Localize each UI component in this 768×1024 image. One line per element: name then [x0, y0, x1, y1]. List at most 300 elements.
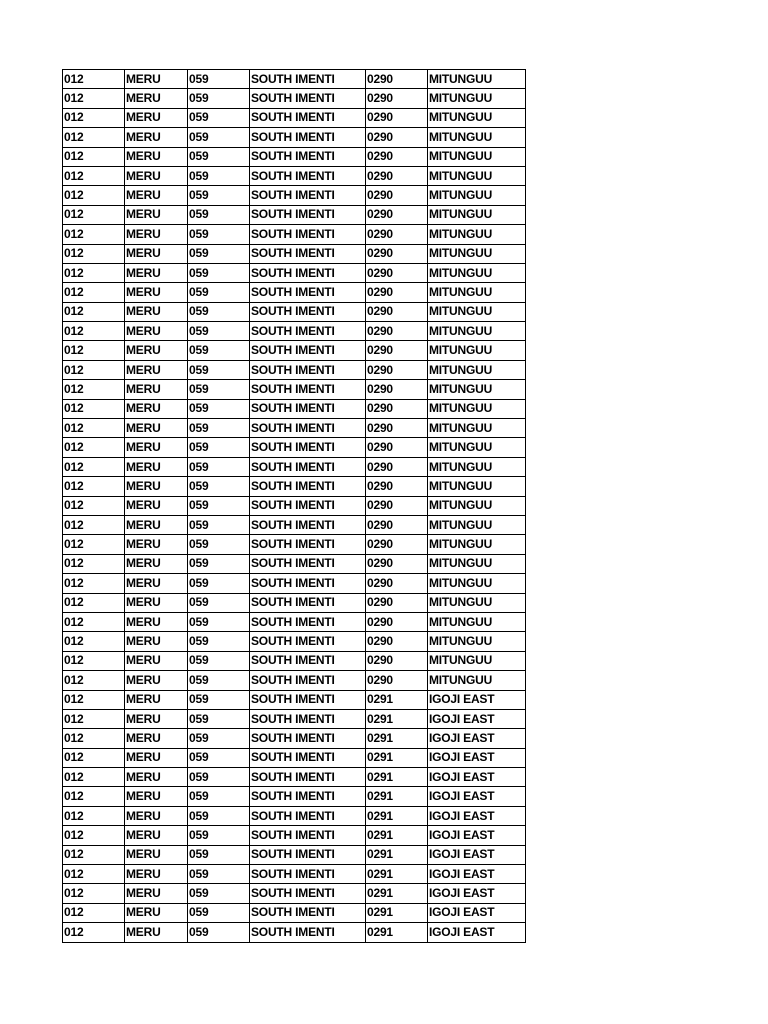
ward-code-cell: 0291 [366, 690, 428, 709]
constituency-name-cell: SOUTH IMENTI [250, 283, 366, 302]
ward-name-cell: MITUNGUU [428, 360, 526, 379]
county-code-cell: 012 [63, 612, 125, 631]
ward-name-cell: MITUNGUU [428, 515, 526, 534]
ward-name-cell: MITUNGUU [428, 128, 526, 147]
constituency-name-cell: SOUTH IMENTI [250, 477, 366, 496]
constituency-code-cell: 059 [188, 671, 250, 690]
county-name-cell: MERU [125, 612, 188, 631]
county-name-cell: MERU [125, 865, 188, 884]
county-code-cell: 012 [63, 690, 125, 709]
county-name-cell: MERU [125, 574, 188, 593]
constituency-name-cell: SOUTH IMENTI [250, 89, 366, 108]
county-name-cell: MERU [125, 244, 188, 263]
county-name-cell: MERU [125, 380, 188, 399]
data-table [62, 69, 526, 943]
table-row [63, 826, 526, 845]
ward-name-cell: MITUNGUU [428, 108, 526, 127]
county-name-cell: MERU [125, 632, 188, 651]
county-name-cell: MERU [125, 787, 188, 806]
table-row [63, 574, 526, 593]
ward-code-cell: 0290 [366, 496, 428, 515]
ward-name-cell: IGOJI EAST [428, 729, 526, 748]
ward-code-cell: 0290 [366, 166, 428, 185]
table-row [63, 283, 526, 302]
table-row [63, 593, 526, 612]
constituency-code-cell: 059 [188, 535, 250, 554]
constituency-name-cell: SOUTH IMENTI [250, 554, 366, 573]
constituency-code-cell: 059 [188, 612, 250, 631]
table-row [63, 806, 526, 825]
constituency-code-cell: 059 [188, 89, 250, 108]
ward-name-cell: IGOJI EAST [428, 806, 526, 825]
ward-name-cell: MITUNGUU [428, 147, 526, 166]
table-row [63, 341, 526, 360]
table-row [63, 360, 526, 379]
county-code-cell: 012 [63, 574, 125, 593]
constituency-name-cell: SOUTH IMENTI [250, 845, 366, 864]
ward-code-cell: 0291 [366, 768, 428, 787]
constituency-name-cell: SOUTH IMENTI [250, 244, 366, 263]
constituency-code-cell: 059 [188, 826, 250, 845]
constituency-name-cell: SOUTH IMENTI [250, 186, 366, 205]
ward-name-cell: MITUNGUU [428, 283, 526, 302]
ward-code-cell: 0291 [366, 884, 428, 903]
ward-name-cell: MITUNGUU [428, 380, 526, 399]
table-row [63, 671, 526, 690]
ward-code-cell: 0290 [366, 399, 428, 418]
constituency-code-cell: 059 [188, 322, 250, 341]
ward-name-cell: MITUNGUU [428, 399, 526, 418]
constituency-code-cell: 059 [188, 709, 250, 728]
county-code-cell: 012 [63, 651, 125, 670]
constituency-name-cell: SOUTH IMENTI [250, 632, 366, 651]
county-code-cell: 012 [63, 360, 125, 379]
ward-name-cell: MITUNGUU [428, 651, 526, 670]
county-name-cell: MERU [125, 593, 188, 612]
county-name-cell: MERU [125, 360, 188, 379]
county-name-cell: MERU [125, 128, 188, 147]
table-row [63, 923, 526, 942]
ward-name-cell: IGOJI EAST [428, 865, 526, 884]
county-code-cell: 012 [63, 477, 125, 496]
county-name-cell: MERU [125, 70, 188, 89]
constituency-name-cell: SOUTH IMENTI [250, 865, 366, 884]
constituency-name-cell: SOUTH IMENTI [250, 360, 366, 379]
constituency-name-cell: SOUTH IMENTI [250, 535, 366, 554]
table-row [63, 477, 526, 496]
table-row [63, 554, 526, 573]
county-name-cell: MERU [125, 535, 188, 554]
county-code-cell: 012 [63, 205, 125, 224]
county-name-cell: MERU [125, 205, 188, 224]
ward-name-cell: MITUNGUU [428, 419, 526, 438]
table-row [63, 709, 526, 728]
ward-code-cell: 0290 [366, 477, 428, 496]
ward-name-cell: MITUNGUU [428, 263, 526, 282]
county-code-cell: 012 [63, 535, 125, 554]
county-code-cell: 012 [63, 244, 125, 263]
constituency-code-cell: 059 [188, 186, 250, 205]
constituency-code-cell: 059 [188, 651, 250, 670]
ward-code-cell: 0291 [366, 787, 428, 806]
ward-code-cell: 0290 [366, 438, 428, 457]
table-row [63, 845, 526, 864]
constituency-name-cell: SOUTH IMENTI [250, 419, 366, 438]
table-row [63, 166, 526, 185]
ward-code-cell: 0291 [366, 709, 428, 728]
ward-name-cell: MITUNGUU [428, 632, 526, 651]
table-row [63, 70, 526, 89]
county-name-cell: MERU [125, 903, 188, 922]
constituency-code-cell: 059 [188, 923, 250, 942]
ward-name-cell: MITUNGUU [428, 477, 526, 496]
county-name-cell: MERU [125, 341, 188, 360]
constituency-name-cell: SOUTH IMENTI [250, 341, 366, 360]
county-name-cell: MERU [125, 438, 188, 457]
constituency-code-cell: 059 [188, 360, 250, 379]
ward-code-cell: 0290 [366, 147, 428, 166]
ward-code-cell: 0290 [366, 186, 428, 205]
county-name-cell: MERU [125, 147, 188, 166]
spreadsheet-page [62, 69, 526, 943]
constituency-name-cell: SOUTH IMENTI [250, 457, 366, 476]
table-row [63, 651, 526, 670]
constituency-name-cell: SOUTH IMENTI [250, 903, 366, 922]
county-code-cell: 012 [63, 438, 125, 457]
county-name-cell: MERU [125, 457, 188, 476]
ward-name-cell: IGOJI EAST [428, 787, 526, 806]
constituency-code-cell: 059 [188, 399, 250, 418]
constituency-name-cell: SOUTH IMENTI [250, 263, 366, 282]
table-row [63, 263, 526, 282]
constituency-code-cell: 059 [188, 806, 250, 825]
constituency-code-cell: 059 [188, 554, 250, 573]
constituency-code-cell: 059 [188, 457, 250, 476]
constituency-code-cell: 059 [188, 419, 250, 438]
ward-code-cell: 0290 [366, 651, 428, 670]
county-code-cell: 012 [63, 806, 125, 825]
ward-name-cell: MITUNGUU [428, 593, 526, 612]
county-name-cell: MERU [125, 419, 188, 438]
table-row [63, 128, 526, 147]
ward-code-cell: 0290 [366, 263, 428, 282]
table-row [63, 147, 526, 166]
county-name-cell: MERU [125, 108, 188, 127]
ward-code-cell: 0290 [366, 302, 428, 321]
table-row [63, 302, 526, 321]
county-code-cell: 012 [63, 923, 125, 942]
county-code-cell: 012 [63, 341, 125, 360]
ward-code-cell: 0290 [366, 535, 428, 554]
table-row [63, 419, 526, 438]
ward-name-cell: MITUNGUU [428, 89, 526, 108]
constituency-name-cell: SOUTH IMENTI [250, 709, 366, 728]
ward-code-cell: 0291 [366, 845, 428, 864]
county-code-cell: 012 [63, 302, 125, 321]
table-row [63, 884, 526, 903]
table-row [63, 89, 526, 108]
ward-name-cell: MITUNGUU [428, 457, 526, 476]
ward-name-cell: IGOJI EAST [428, 923, 526, 942]
ward-code-cell: 0290 [366, 457, 428, 476]
county-code-cell: 012 [63, 826, 125, 845]
county-name-cell: MERU [125, 748, 188, 767]
county-code-cell: 012 [63, 593, 125, 612]
constituency-code-cell: 059 [188, 225, 250, 244]
county-code-cell: 012 [63, 903, 125, 922]
constituency-code-cell: 059 [188, 632, 250, 651]
ward-code-cell: 0290 [366, 574, 428, 593]
county-name-cell: MERU [125, 845, 188, 864]
ward-name-cell: IGOJI EAST [428, 903, 526, 922]
ward-name-cell: MITUNGUU [428, 302, 526, 321]
constituency-code-cell: 059 [188, 865, 250, 884]
table-row [63, 496, 526, 515]
constituency-code-cell: 059 [188, 477, 250, 496]
ward-code-cell: 0291 [366, 903, 428, 922]
ward-code-cell: 0290 [366, 128, 428, 147]
constituency-code-cell: 059 [188, 787, 250, 806]
ward-code-cell: 0291 [366, 729, 428, 748]
county-name-cell: MERU [125, 923, 188, 942]
county-code-cell: 012 [63, 147, 125, 166]
ward-name-cell: MITUNGUU [428, 225, 526, 244]
constituency-name-cell: SOUTH IMENTI [250, 322, 366, 341]
ward-code-cell: 0290 [366, 341, 428, 360]
county-name-cell: MERU [125, 671, 188, 690]
ward-code-cell: 0290 [366, 89, 428, 108]
constituency-code-cell: 059 [188, 263, 250, 282]
county-name-cell: MERU [125, 263, 188, 282]
table-row [63, 690, 526, 709]
ward-name-cell: IGOJI EAST [428, 709, 526, 728]
ward-code-cell: 0290 [366, 225, 428, 244]
ward-name-cell: MITUNGUU [428, 205, 526, 224]
ward-name-cell: MITUNGUU [428, 671, 526, 690]
county-name-cell: MERU [125, 826, 188, 845]
constituency-code-cell: 059 [188, 283, 250, 302]
county-name-cell: MERU [125, 884, 188, 903]
constituency-code-cell: 059 [188, 70, 250, 89]
ward-code-cell: 0290 [366, 554, 428, 573]
county-code-cell: 012 [63, 399, 125, 418]
ward-name-cell: IGOJI EAST [428, 845, 526, 864]
county-code-cell: 012 [63, 89, 125, 108]
county-code-cell: 012 [63, 671, 125, 690]
constituency-code-cell: 059 [188, 128, 250, 147]
ward-code-cell: 0290 [366, 671, 428, 690]
county-code-cell: 012 [63, 515, 125, 534]
county-code-cell: 012 [63, 108, 125, 127]
table-row [63, 322, 526, 341]
ward-name-cell: MITUNGUU [428, 554, 526, 573]
county-code-cell: 012 [63, 380, 125, 399]
constituency-name-cell: SOUTH IMENTI [250, 671, 366, 690]
ward-code-cell: 0290 [366, 108, 428, 127]
county-code-cell: 012 [63, 865, 125, 884]
constituency-name-cell: SOUTH IMENTI [250, 787, 366, 806]
ward-name-cell: IGOJI EAST [428, 748, 526, 767]
constituency-code-cell: 059 [188, 593, 250, 612]
ward-code-cell: 0290 [366, 283, 428, 302]
county-code-cell: 012 [63, 322, 125, 341]
table-row [63, 380, 526, 399]
ward-name-cell: MITUNGUU [428, 496, 526, 515]
ward-code-cell: 0290 [366, 322, 428, 341]
constituency-name-cell: SOUTH IMENTI [250, 884, 366, 903]
constituency-code-cell: 059 [188, 515, 250, 534]
table-row [63, 632, 526, 651]
county-code-cell: 012 [63, 128, 125, 147]
constituency-name-cell: SOUTH IMENTI [250, 166, 366, 185]
ward-code-cell: 0290 [366, 205, 428, 224]
constituency-name-cell: SOUTH IMENTI [250, 826, 366, 845]
county-code-cell: 012 [63, 632, 125, 651]
county-code-cell: 012 [63, 787, 125, 806]
table-row [63, 108, 526, 127]
constituency-code-cell: 059 [188, 380, 250, 399]
ward-name-cell: MITUNGUU [428, 322, 526, 341]
table-body [63, 70, 526, 943]
constituency-name-cell: SOUTH IMENTI [250, 399, 366, 418]
ward-code-cell: 0291 [366, 923, 428, 942]
county-name-cell: MERU [125, 477, 188, 496]
constituency-name-cell: SOUTH IMENTI [250, 225, 366, 244]
ward-code-cell: 0290 [366, 419, 428, 438]
ward-code-cell: 0291 [366, 748, 428, 767]
county-code-cell: 012 [63, 457, 125, 476]
table-row [63, 535, 526, 554]
county-name-cell: MERU [125, 302, 188, 321]
constituency-name-cell: SOUTH IMENTI [250, 729, 366, 748]
constituency-name-cell: SOUTH IMENTI [250, 593, 366, 612]
table-row [63, 225, 526, 244]
table-row [63, 205, 526, 224]
constituency-code-cell: 059 [188, 341, 250, 360]
county-name-cell: MERU [125, 399, 188, 418]
county-code-cell: 012 [63, 166, 125, 185]
constituency-code-cell: 059 [188, 147, 250, 166]
ward-code-cell: 0291 [366, 826, 428, 845]
ward-name-cell: MITUNGUU [428, 70, 526, 89]
constituency-name-cell: SOUTH IMENTI [250, 205, 366, 224]
constituency-code-cell: 059 [188, 884, 250, 903]
county-code-cell: 012 [63, 263, 125, 282]
county-code-cell: 012 [63, 748, 125, 767]
county-name-cell: MERU [125, 709, 188, 728]
county-code-cell: 012 [63, 845, 125, 864]
county-name-cell: MERU [125, 225, 188, 244]
constituency-name-cell: SOUTH IMENTI [250, 806, 366, 825]
constituency-name-cell: SOUTH IMENTI [250, 923, 366, 942]
ward-code-cell: 0291 [366, 806, 428, 825]
ward-code-cell: 0290 [366, 515, 428, 534]
constituency-code-cell: 059 [188, 302, 250, 321]
county-code-cell: 012 [63, 283, 125, 302]
table-row [63, 768, 526, 787]
county-code-cell: 012 [63, 884, 125, 903]
constituency-code-cell: 059 [188, 574, 250, 593]
constituency-name-cell: SOUTH IMENTI [250, 515, 366, 534]
constituency-name-cell: SOUTH IMENTI [250, 147, 366, 166]
constituency-name-cell: SOUTH IMENTI [250, 302, 366, 321]
constituency-code-cell: 059 [188, 166, 250, 185]
table-row [63, 399, 526, 418]
ward-name-cell: MITUNGUU [428, 574, 526, 593]
county-code-cell: 012 [63, 709, 125, 728]
ward-name-cell: IGOJI EAST [428, 768, 526, 787]
county-name-cell: MERU [125, 89, 188, 108]
table-row [63, 612, 526, 631]
ward-name-cell: IGOJI EAST [428, 826, 526, 845]
table-row [63, 748, 526, 767]
table-row [63, 515, 526, 534]
ward-name-cell: MITUNGUU [428, 535, 526, 554]
ward-name-cell: MITUNGUU [428, 166, 526, 185]
constituency-name-cell: SOUTH IMENTI [250, 748, 366, 767]
county-code-cell: 012 [63, 186, 125, 205]
ward-code-cell: 0290 [366, 244, 428, 263]
constituency-name-cell: SOUTH IMENTI [250, 108, 366, 127]
constituency-code-cell: 059 [188, 903, 250, 922]
table-row [63, 865, 526, 884]
constituency-code-cell: 059 [188, 244, 250, 263]
constituency-name-cell: SOUTH IMENTI [250, 70, 366, 89]
ward-name-cell: MITUNGUU [428, 612, 526, 631]
county-code-cell: 012 [63, 70, 125, 89]
ward-name-cell: MITUNGUU [428, 438, 526, 457]
constituency-name-cell: SOUTH IMENTI [250, 651, 366, 670]
constituency-code-cell: 059 [188, 108, 250, 127]
county-name-cell: MERU [125, 283, 188, 302]
county-name-cell: MERU [125, 729, 188, 748]
constituency-code-cell: 059 [188, 748, 250, 767]
constituency-code-cell: 059 [188, 768, 250, 787]
county-name-cell: MERU [125, 322, 188, 341]
constituency-code-cell: 059 [188, 496, 250, 515]
county-name-cell: MERU [125, 186, 188, 205]
county-code-cell: 012 [63, 768, 125, 787]
ward-code-cell: 0290 [366, 360, 428, 379]
table-row [63, 729, 526, 748]
county-name-cell: MERU [125, 554, 188, 573]
county-name-cell: MERU [125, 806, 188, 825]
constituency-name-cell: SOUTH IMENTI [250, 690, 366, 709]
constituency-name-cell: SOUTH IMENTI [250, 128, 366, 147]
constituency-code-cell: 059 [188, 205, 250, 224]
constituency-name-cell: SOUTH IMENTI [250, 438, 366, 457]
county-name-cell: MERU [125, 768, 188, 787]
ward-code-cell: 0290 [366, 70, 428, 89]
county-code-cell: 012 [63, 419, 125, 438]
constituency-code-cell: 059 [188, 690, 250, 709]
table-row [63, 457, 526, 476]
ward-code-cell: 0291 [366, 865, 428, 884]
ward-code-cell: 0290 [366, 593, 428, 612]
table-row [63, 186, 526, 205]
table-row [63, 438, 526, 457]
ward-name-cell: MITUNGUU [428, 186, 526, 205]
county-code-cell: 012 [63, 496, 125, 515]
county-code-cell: 012 [63, 225, 125, 244]
ward-code-cell: 0290 [366, 632, 428, 651]
county-name-cell: MERU [125, 496, 188, 515]
ward-name-cell: IGOJI EAST [428, 690, 526, 709]
table-row [63, 903, 526, 922]
county-code-cell: 012 [63, 554, 125, 573]
constituency-name-cell: SOUTH IMENTI [250, 496, 366, 515]
ward-name-cell: MITUNGUU [428, 341, 526, 360]
